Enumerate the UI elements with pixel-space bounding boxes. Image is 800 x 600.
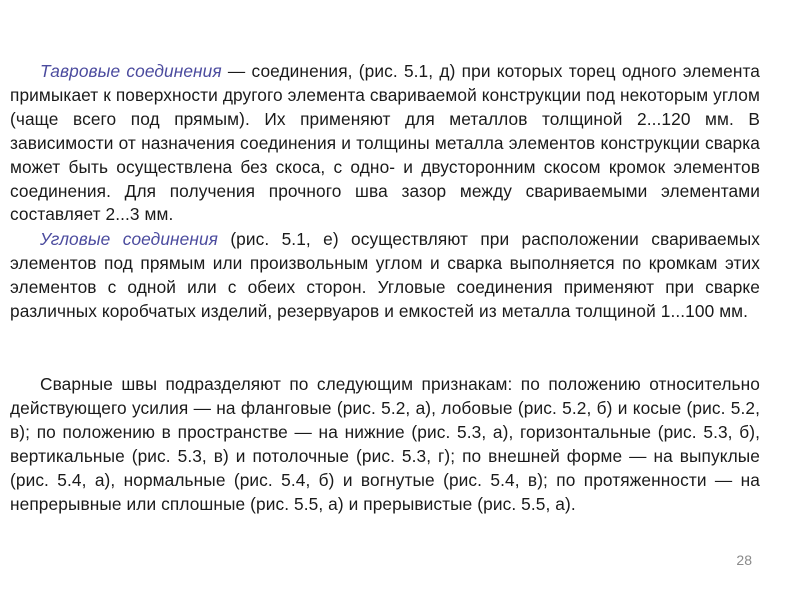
- paragraph-corner-joints: [10, 228, 760, 324]
- paragraph-weld-types-text: Сварные швы подразделяют по следующим признакам: по положению относительно действующего усилия — на фланговые (рис. 5.2, а), лобовые (рис. 5.2, б) и косые (рис. 5.2, в); по положению в пространстве — на нижние (рис. 5.3, а), горизонтальные (рис. 5.3, б), вертикальные (рис. 5.3, в) и потолочные (рис. 5.3, г); по внешней форме — на выпуклые (рис. 5.4, а), нормальные (рис. 5.4, б) и вогнутые (рис. 5.4, в); по протяженности — на непрерывные или сплошные (рис. 5.5, а) и прерывистые (рис. 5.5, а).: [10, 374, 760, 514]
- term-corner-joints: Угловые соединения: [40, 229, 219, 249]
- paragraph-tee-joints: [10, 60, 760, 227]
- paragraph-weld-types: [10, 373, 760, 516]
- paragraph-corner-text: (рис. 5.1, е) осуществляют при расположении свариваемых элементов под прямым или произвольным углом и сварка выполняется по кромкам этих элементов с одной или с обеих сторон. Угловые соединения применяют при сварке различных коробчатых изделий, резервуаров и емкостей из металла толщиной 1...100 мм.: [10, 229, 760, 321]
- paragraph-tee-text: — соединения, (рис. 5.1, д) при которых торец одного элемента примыкает к поверхности другого элемента свариваемой конструкции под некоторым углом (чаще всего под прямым). Их применяют для металлов толщиной 2...120 мм. В зависимости от назначения соединения и толщины металла элементов конструкции сварка может быть осуществлена без скоса, с одно- и двусторонним скосом кромок элементов соединения. Для получения прочного шва зазор между свариваемыми элементами составляет 2...3 мм.: [10, 61, 760, 225]
- term-tee-joints: Тавровые соединения: [40, 61, 222, 81]
- page-number: 28: [736, 552, 752, 568]
